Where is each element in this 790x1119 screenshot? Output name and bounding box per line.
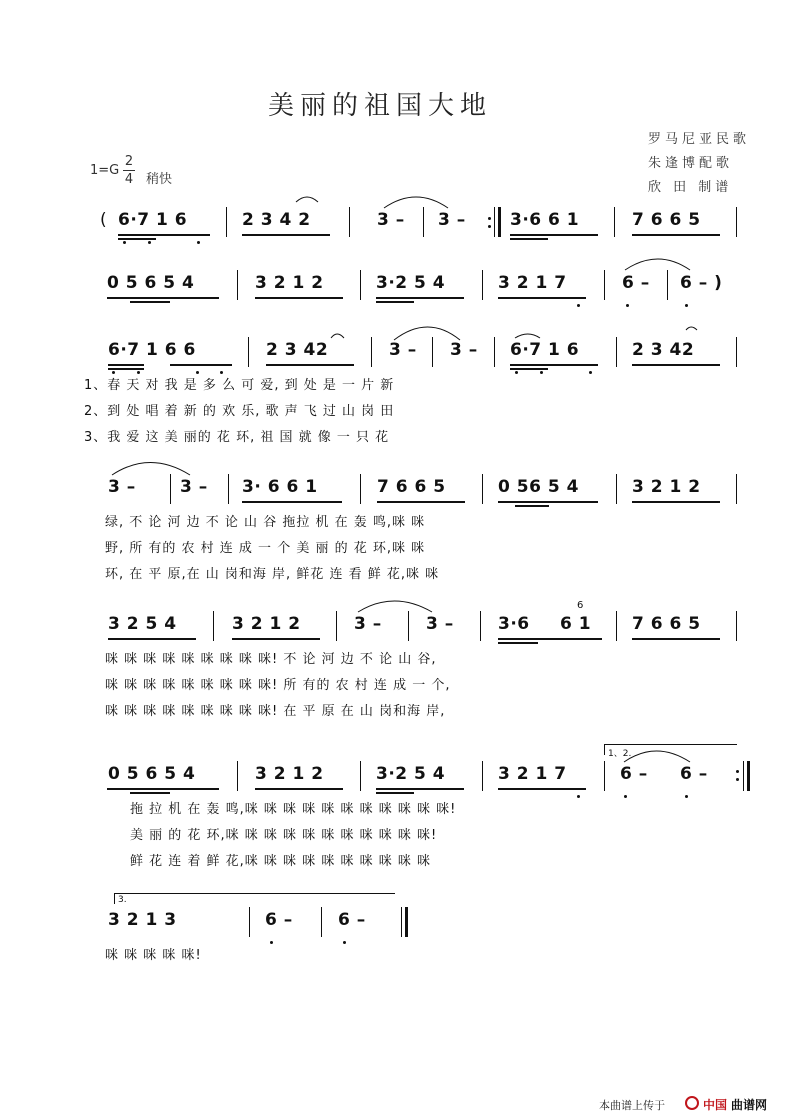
measure: 6·7 1 6 (118, 210, 188, 230)
measure: 2 3 42 (266, 340, 329, 360)
measure: 6 – (265, 910, 293, 930)
measure: 3·6 (498, 614, 530, 634)
measure: 6 – (338, 910, 366, 930)
volta-3 (114, 893, 395, 904)
lyric-verse-2: 美 丽 的 花 环,咪 咪 咪 咪 咪 咪 咪 咪 咪 咪 咪! (130, 828, 438, 843)
measure: 2 3 42 (632, 340, 695, 360)
measure: 3·2 5 4 (376, 764, 446, 784)
measure: 7 6 6 5 (377, 477, 446, 497)
measure: 7 6 6 5 (632, 210, 701, 230)
measure: 3·2 5 4 (376, 273, 446, 293)
grace-note: 6 (577, 600, 584, 611)
footer-brand-prefix[interactable]: 中国 (703, 1098, 728, 1112)
credit-lyrics: 朱逢博配歌 (648, 156, 734, 171)
measure: 3 2 1 2 (255, 764, 324, 784)
measure: 3·6 6 1 (510, 210, 580, 230)
lyric-verse-1: 绿, 不 论 河 边 不 论 山 谷 拖拉 机 在 轰 鸣,咪 咪 (105, 515, 426, 530)
lyric-verse-2: 咪 咪 咪 咪 咪 咪 咪 咪 咪! 所 有的 农 村 连 成 一 个, (105, 678, 451, 693)
measure: 3 – (354, 614, 382, 634)
song-title: 美丽的祖国大地 (268, 91, 493, 121)
time-sig-top: 2 (124, 154, 134, 169)
measure: 3 – (108, 477, 136, 497)
measure: 6 – (622, 273, 650, 293)
measure: 3 2 1 7 (498, 273, 567, 293)
lyric-verse-2: 2、到 处 唱 着 新 的 欢 乐, 歌 声 飞 过 山 岗 田 (84, 404, 395, 419)
footer-text: 本曲谱上传于 (599, 1099, 665, 1112)
footer-brand-suffix[interactable]: 曲谱网 (731, 1098, 768, 1112)
lyric-verse-2: 野, 所 有的 农 村 连 成 一 个 美 丽 的 花 环,咪 咪 (105, 541, 426, 556)
lyric-verse-1: 1、春 天 对 我 是 多 么 可 爱, 到 处 是 一 片 新 (84, 378, 395, 393)
measure: 3 2 1 2 (232, 614, 301, 634)
lyric-verse-1: 拖 拉 机 在 轰 鸣,咪 咪 咪 咪 咪 咪 咪 咪 咪 咪 咪! (130, 802, 457, 817)
measure: 6·7 1 6 6 (108, 340, 196, 360)
measure: 3 2 1 3 (108, 910, 177, 930)
measure: 6 – (680, 764, 708, 784)
site-logo-icon (685, 1096, 699, 1110)
credit-origin: 罗马尼亚民歌 (648, 132, 751, 147)
measure: 6 1 (560, 614, 592, 634)
measure: 0 5 6 5 4 (107, 273, 195, 293)
measure: 7 6 6 5 (632, 614, 701, 634)
tempo-marking: 稍快 (146, 172, 173, 187)
measure: 3· 6 6 1 (242, 477, 318, 497)
key-signature: 1=G (90, 163, 120, 178)
measure: 3 – (426, 614, 454, 634)
lyric-verse-3: 鲜 花 连 着 鲜 花,咪 咪 咪 咪 咪 咪 咪 咪 咪 咪 (130, 854, 431, 869)
measure: 3 – (438, 210, 466, 230)
measure: 6 – ) (680, 273, 723, 293)
measure: 3 – (389, 340, 417, 360)
measure: 6 – (620, 764, 648, 784)
measure: 3 – (450, 340, 478, 360)
lyric-verse-1: 咪 咪 咪 咪 咪! (105, 948, 202, 963)
measure: 3 – (180, 477, 208, 497)
open-paren: ( (100, 210, 108, 230)
measure: 2 3 4 2 (242, 210, 311, 230)
lyric-verse-1: 咪 咪 咪 咪 咪 咪 咪 咪 咪! 不 论 河 边 不 论 山 谷, (105, 652, 437, 667)
volta-label: 3. (118, 895, 127, 905)
measure: 3 – (377, 210, 405, 230)
measure: 0 56 5 4 (498, 477, 579, 497)
measure: 3 2 1 2 (255, 273, 324, 293)
measure: 3 2 1 7 (498, 764, 567, 784)
measure: 3 2 1 2 (632, 477, 701, 497)
time-sig-bottom: 4 (124, 172, 134, 187)
lyric-verse-3: 咪 咪 咪 咪 咪 咪 咪 咪 咪! 在 平 原 在 山 岗和海 岸, (105, 704, 446, 719)
lyric-verse-3: 3、我 爱 这 美 丽的 花 环, 祖 国 就 像 一 只 花 (84, 430, 390, 445)
credit-score: 欣 田 制谱 (648, 180, 733, 195)
measure: 6·7 1 6 (510, 340, 580, 360)
volta-label: 1、2. (608, 749, 632, 759)
measure: 0 5 6 5 4 (108, 764, 196, 784)
measure: 3 2 5 4 (108, 614, 177, 634)
lyric-verse-3: 环, 在 平 原,在 山 岗和海 岸, 鲜花 连 看 鲜 花,咪 咪 (105, 567, 440, 582)
